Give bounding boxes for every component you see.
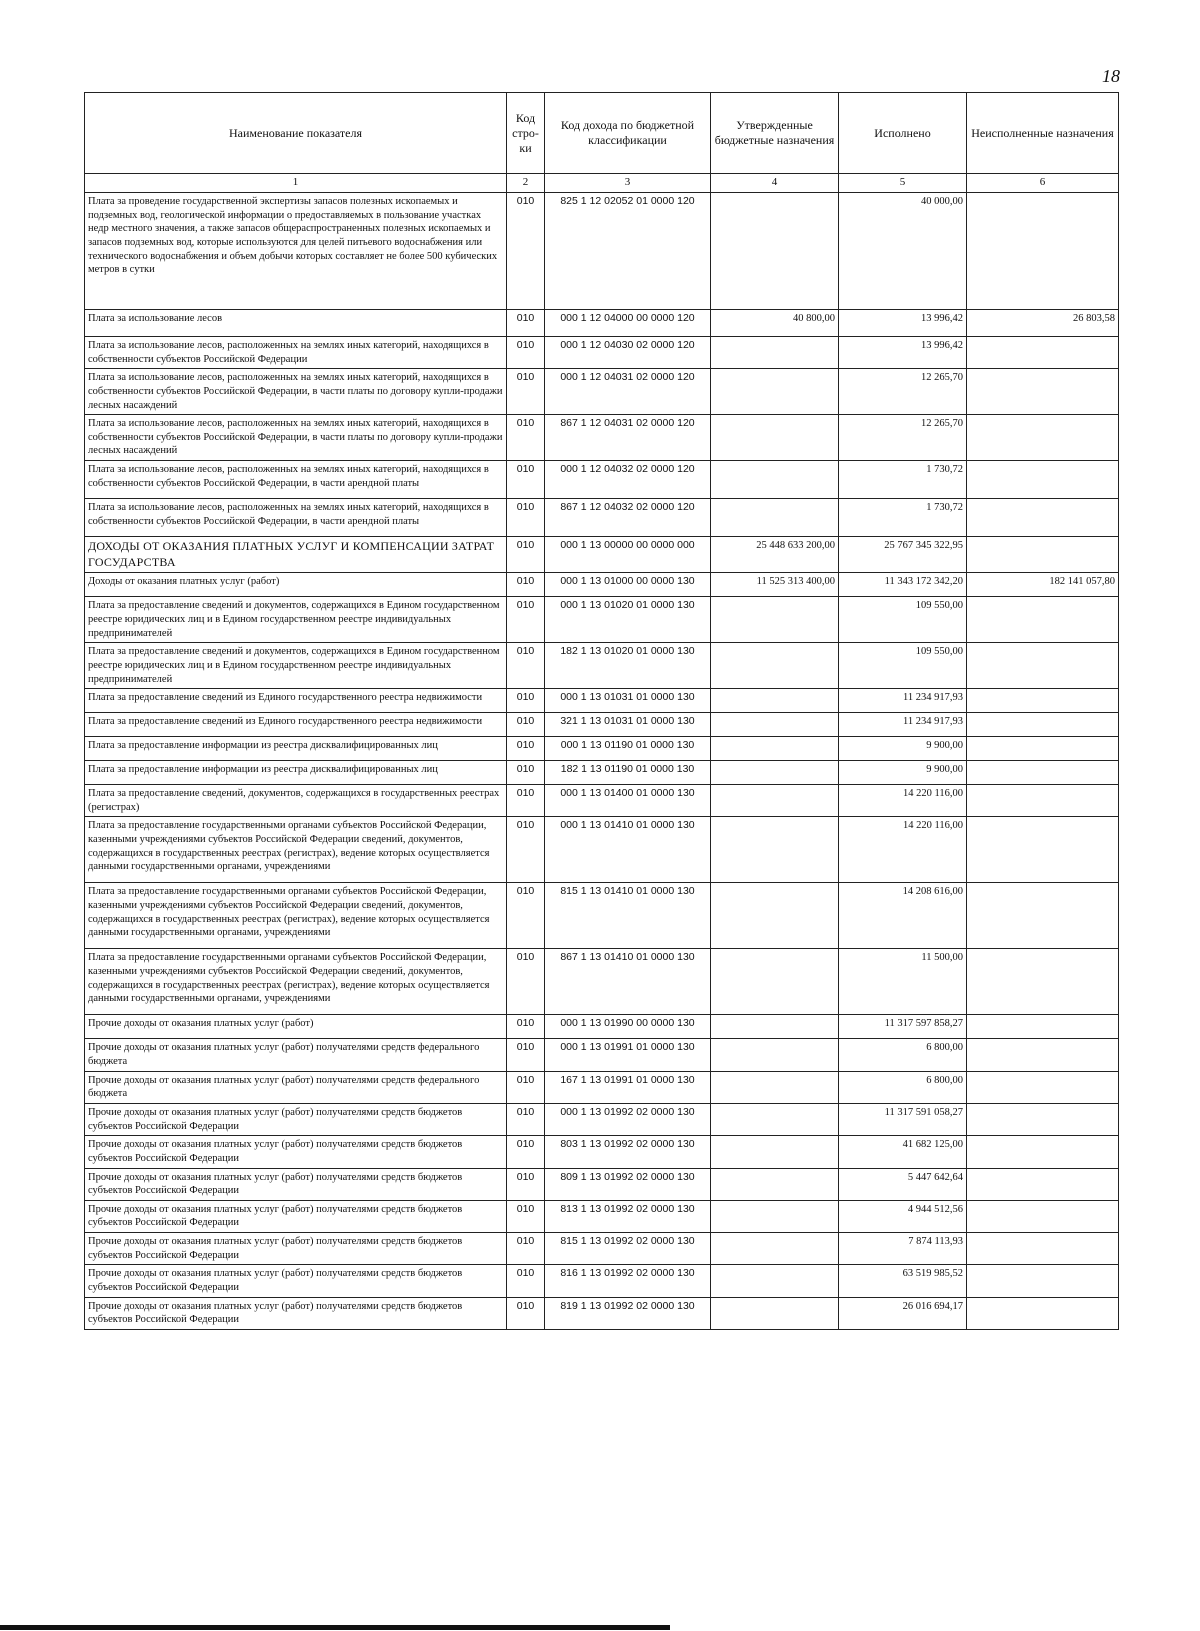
table-row: [85, 1297, 1119, 1329]
row-executed: 9 900,00: [839, 761, 967, 785]
table-row: [85, 883, 1119, 949]
row-line-code: 010: [507, 1039, 545, 1071]
row-approved: [711, 1297, 839, 1329]
table-row: [85, 1039, 1119, 1071]
table-row: [85, 461, 1119, 499]
table-row: [85, 785, 1119, 817]
row-name: Плата за предоставление сведений, документов, содержащихся в государственных реестрах (регистрах): [85, 785, 507, 817]
header-unexecuted: Неисполненные назначения: [967, 93, 1119, 174]
header-approved: Утвержденные бюджетные назначения: [711, 93, 839, 174]
row-executed: 5 447 642,64: [839, 1168, 967, 1200]
row-approved: [711, 713, 839, 737]
row-approved: 11 525 313 400,00: [711, 573, 839, 597]
table-row: [85, 737, 1119, 761]
row-name: Плата за предоставление сведений и документов, содержащихся в Едином государственном реестре юридических лиц и в Едином государственном реестре индивидуальных предпринимателей: [85, 597, 507, 643]
row-approved: 25 448 633 200,00: [711, 537, 839, 573]
row-unexecuted: [967, 689, 1119, 713]
row-unexecuted: [967, 761, 1119, 785]
row-line-code: 010: [507, 310, 545, 337]
row-approved: [711, 1265, 839, 1297]
row-name: Плата за проведение государственной экспертизы запасов полезных ископаемых и подземных вод, геологической информации о предоставляемых в пользование участках недр местного значения, а также запасов общераспространенных полезных ископаемых и запасов подземных вод, которые используются для целей питьевого водоснабжения или технического водоснабжения и объем добычи которых составляет не более 500 кубических метров в сутки: [85, 193, 507, 310]
row-unexecuted: [967, 1039, 1119, 1071]
row-unexecuted: [967, 1233, 1119, 1265]
row-unexecuted: [967, 1297, 1119, 1329]
header-revenue-code: Код дохода по бюджетной классификации: [545, 93, 711, 174]
row-name: Прочие доходы от оказания платных услуг (работ) получателями средств федерального бюджета: [85, 1071, 507, 1103]
table-row: [85, 415, 1119, 461]
row-name: Плата за предоставление сведений из Единого государственного реестра недвижимости: [85, 689, 507, 713]
row-line-code: 010: [507, 643, 545, 689]
row-executed: 14 208 616,00: [839, 883, 967, 949]
row-unexecuted: [967, 369, 1119, 415]
table-row: [85, 193, 1119, 310]
row-line-code: 010: [507, 499, 545, 537]
row-line-code: 010: [507, 817, 545, 883]
row-line-code: 010: [507, 415, 545, 461]
row-approved: [711, 1039, 839, 1071]
table-row: [85, 499, 1119, 537]
table-row: [85, 310, 1119, 337]
row-unexecuted: [967, 1104, 1119, 1136]
table-row: [85, 1168, 1119, 1200]
table-row: [85, 573, 1119, 597]
row-unexecuted: [967, 537, 1119, 573]
row-unexecuted: [967, 193, 1119, 310]
row-unexecuted: [967, 1136, 1119, 1168]
row-line-code: 010: [507, 1233, 545, 1265]
row-line-code: 010: [507, 883, 545, 949]
row-revenue-code: 867 1 12 04032 02 0000 120: [545, 499, 711, 537]
row-unexecuted: [967, 499, 1119, 537]
row-name: Прочие доходы от оказания платных услуг (работ) получателями средств бюджетов субъектов Российской Федерации: [85, 1265, 507, 1297]
revenue-table: [84, 92, 1119, 1330]
row-executed: 4 944 512,56: [839, 1200, 967, 1232]
row-revenue-code: 000 1 12 04031 02 0000 120: [545, 369, 711, 415]
row-line-code: 010: [507, 369, 545, 415]
row-unexecuted: [967, 461, 1119, 499]
row-revenue-code: 000 1 13 01000 00 0000 130: [545, 573, 711, 597]
row-name: Доходы от оказания платных услуг (работ): [85, 573, 507, 597]
row-unexecuted: 26 803,58: [967, 310, 1119, 337]
row-executed: 11 500,00: [839, 949, 967, 1015]
row-approved: [711, 817, 839, 883]
row-name: Прочие доходы от оказания платных услуг (работ) получателями средств бюджетов субъектов Российской Федерации: [85, 1297, 507, 1329]
row-executed: 13 996,42: [839, 337, 967, 369]
row-line-code: 010: [507, 689, 545, 713]
row-name: Плата за использование лесов, расположенных на землях иных категорий, находящихся в собственности субъектов Российской Федерации: [85, 337, 507, 369]
row-line-code: 010: [507, 737, 545, 761]
column-number: 1: [85, 174, 507, 193]
header-line-code: Код стро-ки: [507, 93, 545, 174]
row-approved: [711, 1104, 839, 1136]
row-revenue-code: 000 1 13 00000 00 0000 000: [545, 537, 711, 573]
row-revenue-code: 813 1 13 01992 02 0000 130: [545, 1200, 711, 1232]
row-revenue-code: 000 1 13 01990 00 0000 130: [545, 1015, 711, 1039]
row-approved: [711, 737, 839, 761]
row-approved: [711, 689, 839, 713]
row-unexecuted: [967, 1265, 1119, 1297]
column-number: 3: [545, 174, 711, 193]
row-approved: [711, 193, 839, 310]
table-row: [85, 1265, 1119, 1297]
row-executed: 13 996,42: [839, 310, 967, 337]
row-executed: 11 343 172 342,20: [839, 573, 967, 597]
row-executed: 6 800,00: [839, 1071, 967, 1103]
row-executed: 6 800,00: [839, 1039, 967, 1071]
table-row: [85, 1104, 1119, 1136]
row-revenue-code: 815 1 13 01992 02 0000 130: [545, 1233, 711, 1265]
row-name: Плата за использование лесов: [85, 310, 507, 337]
row-revenue-code: 000 1 13 01992 02 0000 130: [545, 1104, 711, 1136]
row-revenue-code: 321 1 13 01031 01 0000 130: [545, 713, 711, 737]
row-approved: [711, 597, 839, 643]
row-line-code: 010: [507, 713, 545, 737]
row-line-code: 010: [507, 337, 545, 369]
row-line-code: 010: [507, 1136, 545, 1168]
table-row: [85, 643, 1119, 689]
row-revenue-code: 815 1 13 01410 01 0000 130: [545, 883, 711, 949]
row-unexecuted: [967, 1200, 1119, 1232]
row-approved: [711, 337, 839, 369]
row-unexecuted: [967, 817, 1119, 883]
row-unexecuted: [967, 643, 1119, 689]
row-approved: [711, 499, 839, 537]
row-executed: 12 265,70: [839, 369, 967, 415]
column-number: 6: [967, 174, 1119, 193]
header-row: [85, 93, 1119, 174]
row-executed: 41 682 125,00: [839, 1136, 967, 1168]
table-row: [85, 1200, 1119, 1232]
row-approved: [711, 461, 839, 499]
row-name: Прочие доходы от оказания платных услуг (работ): [85, 1015, 507, 1039]
row-revenue-code: 809 1 13 01992 02 0000 130: [545, 1168, 711, 1200]
row-revenue-code: 000 1 13 01400 01 0000 130: [545, 785, 711, 817]
table-row: [85, 949, 1119, 1015]
row-unexecuted: [967, 713, 1119, 737]
row-executed: 12 265,70: [839, 415, 967, 461]
row-revenue-code: 816 1 13 01992 02 0000 130: [545, 1265, 711, 1297]
table-row: [85, 689, 1119, 713]
row-line-code: 010: [507, 1168, 545, 1200]
table-row: [85, 1015, 1119, 1039]
row-approved: [711, 415, 839, 461]
row-revenue-code: 000 1 13 01031 01 0000 130: [545, 689, 711, 713]
row-executed: 9 900,00: [839, 737, 967, 761]
table-row: [85, 817, 1119, 883]
row-line-code: 010: [507, 949, 545, 1015]
row-executed: 1 730,72: [839, 461, 967, 499]
row-line-code: 010: [507, 785, 545, 817]
row-line-code: 010: [507, 573, 545, 597]
table-row: [85, 713, 1119, 737]
row-revenue-code: 000 1 12 04000 00 0000 120: [545, 310, 711, 337]
row-executed: 40 000,00: [839, 193, 967, 310]
row-name: Прочие доходы от оказания платных услуг (работ) получателями средств федерального бюджета: [85, 1039, 507, 1071]
row-executed: 11 317 597 858,27: [839, 1015, 967, 1039]
row-approved: [711, 1015, 839, 1039]
page-number: 18: [1102, 66, 1120, 86]
row-revenue-code: 819 1 13 01992 02 0000 130: [545, 1297, 711, 1329]
table-row: [85, 1136, 1119, 1168]
row-line-code: 010: [507, 461, 545, 499]
row-revenue-code: 182 1 13 01020 01 0000 130: [545, 643, 711, 689]
row-revenue-code: 000 1 13 01020 01 0000 130: [545, 597, 711, 643]
row-revenue-code: 167 1 13 01991 01 0000 130: [545, 1071, 711, 1103]
header-executed: Исполнено: [839, 93, 967, 174]
row-line-code: 010: [507, 1200, 545, 1232]
row-name: Плата за предоставление государственными органами субъектов Российской Федерации, казенными учреждениями субъектов Российской Федерации сведений, документов, содержащихся в государственных реестрах (регистрах), ведение которых осуществляется данными государственными органами, учреждениями: [85, 817, 507, 883]
table-row: [85, 369, 1119, 415]
row-approved: [711, 1136, 839, 1168]
row-unexecuted: [967, 883, 1119, 949]
row-line-code: 010: [507, 193, 545, 310]
header-name: Наименование показателя: [85, 93, 507, 174]
row-name: Плата за предоставление государственными органами субъектов Российской Федерации, казенными учреждениями субъектов Российской Федерации сведений, документов, содержащихся в государственных реестрах (регистрах), ведение которых осуществляется данными государственными органами, учреждениями: [85, 949, 507, 1015]
row-name: Прочие доходы от оказания платных услуг (работ) получателями средств бюджетов субъектов Российской Федерации: [85, 1233, 507, 1265]
row-line-code: 010: [507, 761, 545, 785]
row-line-code: 010: [507, 1015, 545, 1039]
row-revenue-code: 803 1 13 01992 02 0000 130: [545, 1136, 711, 1168]
table-row: [85, 1233, 1119, 1265]
row-line-code: 010: [507, 1104, 545, 1136]
row-approved: [711, 1233, 839, 1265]
row-name: Плата за использование лесов, расположенных на землях иных категорий, находящихся в собственности субъектов Российской Федерации, в части платы по договору купли-продажи лесных насаждений: [85, 369, 507, 415]
row-revenue-code: 000 1 13 01190 01 0000 130: [545, 737, 711, 761]
row-line-code: 010: [507, 1071, 545, 1103]
row-unexecuted: [967, 597, 1119, 643]
row-name: Плата за использование лесов, расположенных на землях иных категорий, находящихся в собственности субъектов Российской Федерации, в части платы по договору купли-продажи лесных насаждений: [85, 415, 507, 461]
table-row: [85, 1071, 1119, 1103]
row-approved: [711, 949, 839, 1015]
row-approved: [711, 643, 839, 689]
column-number: 4: [711, 174, 839, 193]
row-approved: [711, 883, 839, 949]
row-executed: 109 550,00: [839, 597, 967, 643]
row-line-code: 010: [507, 597, 545, 643]
row-executed: 63 519 985,52: [839, 1265, 967, 1297]
row-approved: [711, 1200, 839, 1232]
row-name: Плата за использование лесов, расположенных на землях иных категорий, находящихся в собственности субъектов Российской Федерации, в части арендной платы: [85, 461, 507, 499]
table-row: [85, 597, 1119, 643]
row-name: Прочие доходы от оказания платных услуг (работ) получателями средств бюджетов субъектов Российской Федерации: [85, 1168, 507, 1200]
row-unexecuted: [967, 949, 1119, 1015]
row-executed: 14 220 116,00: [839, 785, 967, 817]
row-name: ДОХОДЫ ОТ ОКАЗАНИЯ ПЛАТНЫХ УСЛУГ И КОМПЕНСАЦИИ ЗАТРАТ ГОСУДАРСТВА: [85, 537, 507, 573]
row-unexecuted: [967, 415, 1119, 461]
row-unexecuted: [967, 1071, 1119, 1103]
row-executed: 25 767 345 322,95: [839, 537, 967, 573]
row-approved: [711, 761, 839, 785]
row-name: Плата за предоставление государственными органами субъектов Российской Федерации, казенными учреждениями субъектов Российской Федерации сведений, документов, содержащихся в государственных реестрах (регистрах), ведение которых осуществляется данными государственными органами, учреждениями: [85, 883, 507, 949]
row-unexecuted: [967, 785, 1119, 817]
row-executed: 14 220 116,00: [839, 817, 967, 883]
row-executed: 11 317 591 058,27: [839, 1104, 967, 1136]
row-revenue-code: 000 1 13 01991 01 0000 130: [545, 1039, 711, 1071]
row-name: Прочие доходы от оказания платных услуг (работ) получателями средств бюджетов субъектов Российской Федерации: [85, 1200, 507, 1232]
row-unexecuted: [967, 1168, 1119, 1200]
row-executed: 26 016 694,17: [839, 1297, 967, 1329]
row-unexecuted: [967, 737, 1119, 761]
row-line-code: 010: [507, 1265, 545, 1297]
row-revenue-code: 825 1 12 02052 01 0000 120: [545, 193, 711, 310]
row-revenue-code: 000 1 12 04030 02 0000 120: [545, 337, 711, 369]
row-revenue-code: 000 1 13 01410 01 0000 130: [545, 817, 711, 883]
row-name: Прочие доходы от оказания платных услуг (работ) получателями средств бюджетов субъектов Российской Федерации: [85, 1136, 507, 1168]
row-unexecuted: 182 141 057,80: [967, 573, 1119, 597]
row-name: Плата за использование лесов, расположенных на землях иных категорий, находящихся в собственности субъектов Российской Федерации, в части арендной платы: [85, 499, 507, 537]
column-number-row: [85, 174, 1119, 193]
column-number: 5: [839, 174, 967, 193]
row-name: Плата за предоставление информации из реестра дисквалифицированных лиц: [85, 761, 507, 785]
row-revenue-code: 867 1 13 01410 01 0000 130: [545, 949, 711, 1015]
row-unexecuted: [967, 337, 1119, 369]
scan-edge-bar: [0, 1625, 670, 1630]
column-number: 2: [507, 174, 545, 193]
table-row: [85, 761, 1119, 785]
row-line-code: 010: [507, 537, 545, 573]
row-name: Плата за предоставление сведений из Единого государственного реестра недвижимости: [85, 713, 507, 737]
table-row: [85, 537, 1119, 573]
row-revenue-code: 000 1 12 04032 02 0000 120: [545, 461, 711, 499]
row-executed: 7 874 113,93: [839, 1233, 967, 1265]
table-row: [85, 337, 1119, 369]
row-unexecuted: [967, 1015, 1119, 1039]
row-approved: 40 800,00: [711, 310, 839, 337]
row-approved: [711, 785, 839, 817]
row-name: Плата за предоставление сведений и документов, содержащихся в Едином государственном реестре юридических лиц и в Едином государственном реестре индивидуальных предпринимателей: [85, 643, 507, 689]
row-revenue-code: 867 1 12 04031 02 0000 120: [545, 415, 711, 461]
row-line-code: 010: [507, 1297, 545, 1329]
row-revenue-code: 182 1 13 01190 01 0000 130: [545, 761, 711, 785]
row-name: Прочие доходы от оказания платных услуг (работ) получателями средств бюджетов субъектов Российской Федерации: [85, 1104, 507, 1136]
table-body: [85, 193, 1119, 1330]
row-approved: [711, 369, 839, 415]
row-executed: 11 234 917,93: [839, 713, 967, 737]
row-executed: 109 550,00: [839, 643, 967, 689]
row-name: Плата за предоставление информации из реестра дисквалифицированных лиц: [85, 737, 507, 761]
row-executed: 1 730,72: [839, 499, 967, 537]
row-approved: [711, 1071, 839, 1103]
row-executed: 11 234 917,93: [839, 689, 967, 713]
row-approved: [711, 1168, 839, 1200]
